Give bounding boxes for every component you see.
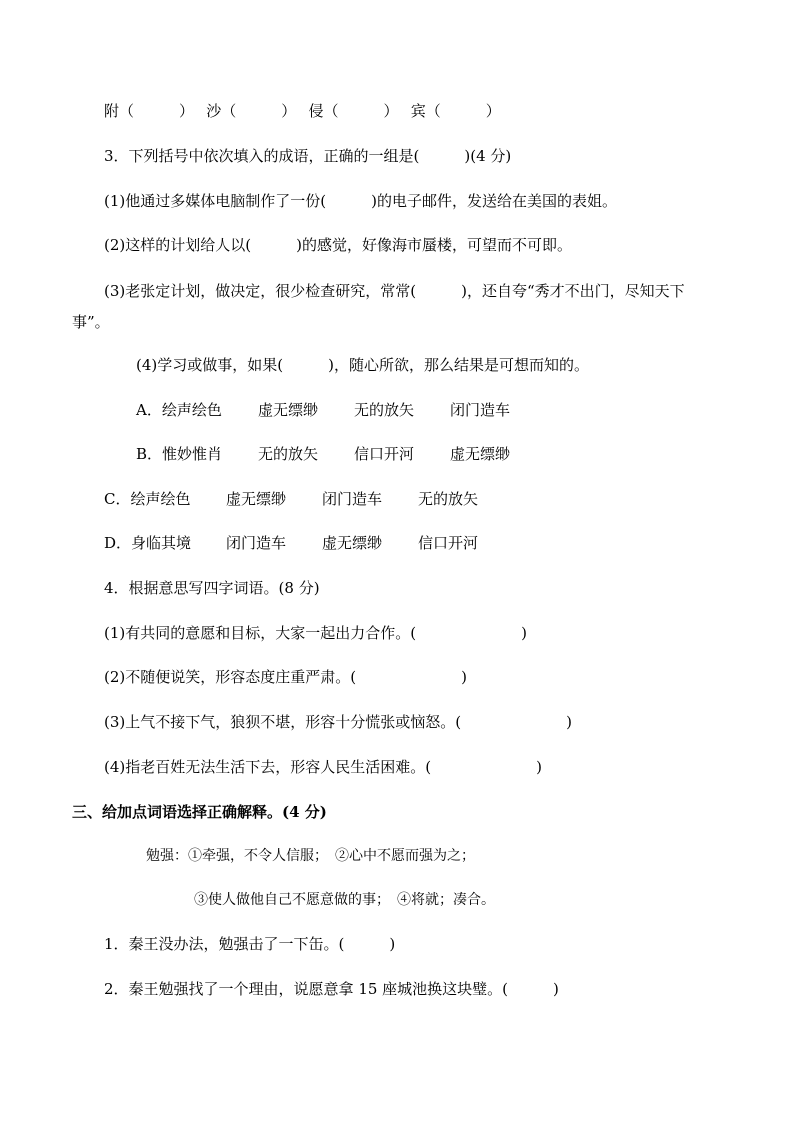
- question-3-stem: 3．下列括号中依次填入的成语，正确的一组是( )(4 分): [104, 147, 512, 165]
- option-b-item-3: 信口开河: [354, 445, 415, 463]
- question-4-item-3: (3)上气不接下气，狼狈不堪，形容十分慌张或恼怒。( ): [104, 713, 572, 731]
- question-4-item-1: (1)有共同的意愿和目标，大家一起出力合作。( ): [104, 624, 527, 642]
- section-3-item-2: 2．秦王勉强找了一个理由，说愿意拿 15 座城池换这块璧。( ): [104, 980, 559, 998]
- option-a-item-2: 虚无缥缈: [258, 401, 319, 419]
- question-4-item-2: (2)不随便说笑，形容态度庄重严肃。( ): [104, 668, 467, 686]
- option-d-item-4: 信口开河: [418, 534, 479, 552]
- pinyin-fill-line: 附（ ） 沙（ ） 侵（ ） 宾（ ）: [104, 102, 501, 120]
- question-4-stem: 4．根据意思写四字词语。(8 分): [104, 579, 320, 597]
- option-a-item-3: 无的放矢: [354, 401, 415, 419]
- section-3-heading: 三、给加点词语选择正确解释。(4 分): [72, 803, 327, 821]
- option-b-item-4: 虚无缥缈: [450, 445, 511, 463]
- question-3-sentence-2: (2)这样的计划给人以( )的感觉，好像海市蜃楼，可望而不可即。: [104, 236, 572, 254]
- question-3-sentence-1: (1)他通过多媒体电脑制作了一份( )的电子邮件，发送给在美国的表姐。: [104, 192, 617, 210]
- definition-line-1: 勉强：①牵强，不令人信服； ②心中不愿而强为之；: [146, 848, 475, 864]
- option-a-label: A．绘声绘色: [136, 401, 222, 419]
- option-a-item-4: 闭门造车: [450, 401, 511, 419]
- option-d-item-2: 闭门造车: [226, 534, 287, 552]
- option-d-item-3: 虚无缥缈: [322, 534, 383, 552]
- option-c-item-4: 无的放矢: [418, 490, 479, 508]
- option-d-label: D．身临其境: [104, 534, 192, 552]
- question-3-sentence-3: (3)老张定计划，做决定，很少检查研究，常常( )，还自夸“秀才不出门，尽知天下: [104, 282, 685, 300]
- option-c-item-3: 闭门造车: [322, 490, 383, 508]
- question-3-sentence-3-continued: 事”。: [72, 313, 110, 331]
- section-3-item-1: 1．秦王没办法，勉强击了一下缶。( ): [104, 935, 396, 953]
- option-c-label: C．绘声绘色: [104, 490, 191, 508]
- definition-line-2: ③使人做他自己不愿意做的事； ④将就；凑合。: [194, 892, 495, 908]
- option-b-label: B．惟妙惟肖: [136, 445, 223, 463]
- option-b-item-2: 无的放矢: [258, 445, 319, 463]
- question-3-sentence-4: (4)学习或做事，如果( )，随心所欲，那么结果是可想而知的。: [136, 356, 589, 374]
- question-4-item-4: (4)指老百姓无法生活下去，形容人民生活困难。( ): [104, 758, 542, 776]
- option-c-item-2: 虚无缥缈: [226, 490, 287, 508]
